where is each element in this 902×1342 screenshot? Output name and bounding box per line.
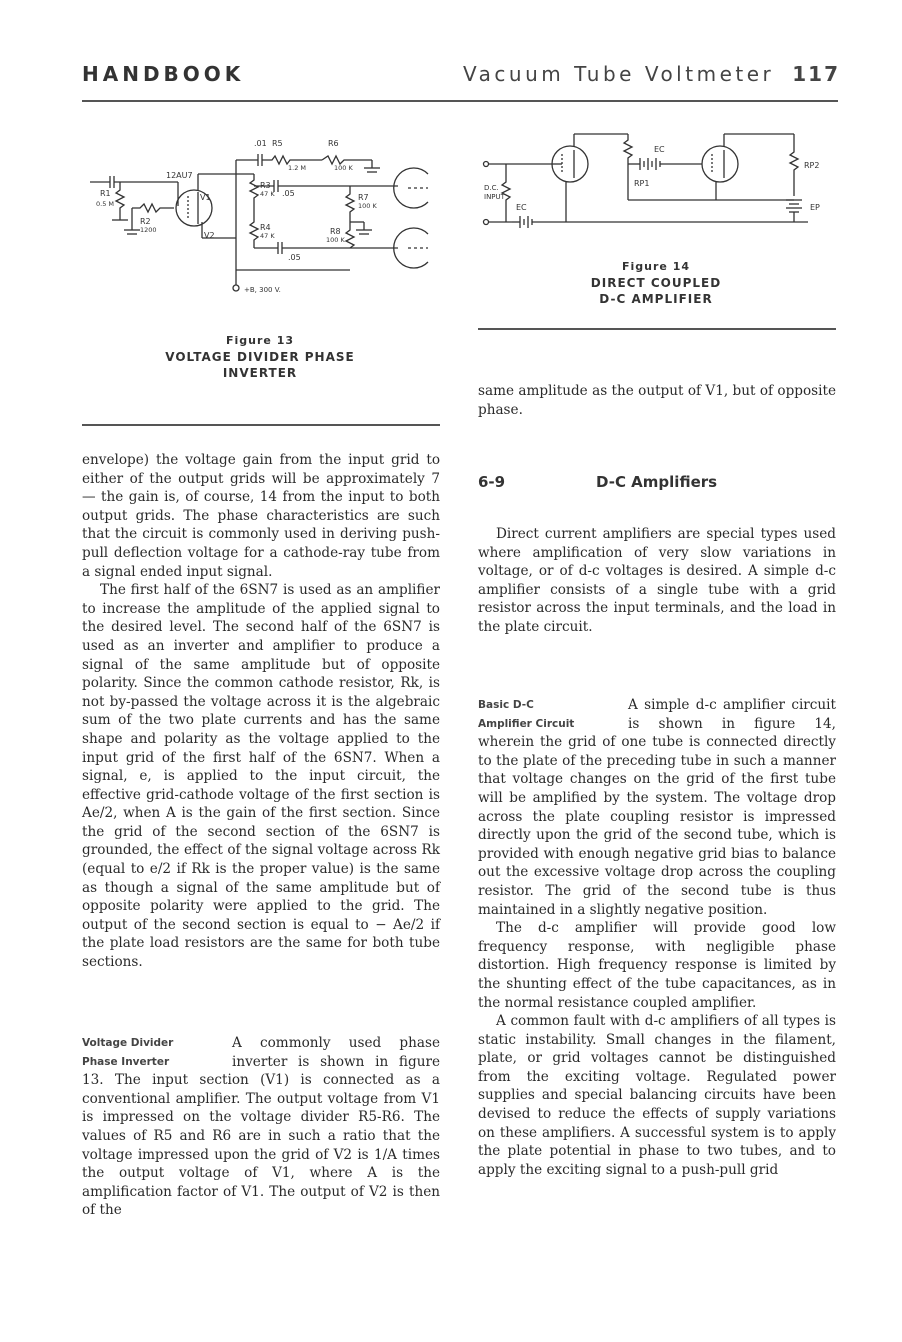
fig14-label-input-line2: INPUT	[484, 193, 505, 201]
figure-13-title-line1: VOLTAGE DIVIDER PHASE	[165, 350, 355, 364]
side-head-voltage-divider-line1: Voltage Divider	[82, 1037, 174, 1049]
running-header-right	[463, 62, 840, 86]
left-column-text-upper	[82, 451, 440, 972]
fig13-label-r2-val: 1200	[140, 226, 157, 234]
running-header-left: HANDBOOK	[82, 62, 245, 86]
fig13-label-r1-val: 0.5 M	[96, 200, 115, 208]
fig13-label-r3: R3	[260, 181, 271, 190]
figure-14-caption	[516, 259, 796, 307]
paragraph-dc-intro: Direct current amplifiers are special types used where amplification of very slow variations in voltage, or of d-c voltages is desired. A simple d-c amplifier consists of a single tube with a grid resistor across the input terminals, and the load in the plate circuit.	[478, 526, 836, 635]
fig13-label-tube: 12AU7	[166, 171, 193, 180]
fig13-label-r7: R7	[358, 193, 369, 202]
figure-13-title-line2: INVERTER	[222, 366, 298, 380]
fig13-label-r6: R6	[328, 139, 339, 148]
fig14-label-rp2: RP2	[804, 161, 820, 170]
fig13-label-r5: R5	[272, 139, 283, 148]
fig13-label-v1: V1	[200, 193, 211, 202]
right-column-text-lower	[478, 696, 836, 1179]
figure-14-title-line2: D-C AMPLIFIER	[599, 292, 713, 306]
fig13-label-r8-val: 100 K	[326, 236, 345, 244]
section-heading	[478, 473, 836, 491]
side-head-basic-dc-line2: Amplifier Circuit	[478, 717, 575, 730]
fig13-label-c-bot: .05	[288, 253, 301, 262]
fig14-label-ep: EP	[810, 203, 820, 212]
fig13-label-r1: R1	[100, 189, 111, 198]
paragraph-6sn7: The first half of the 6SN7 is used as an amplifier to increase the amplitude of the applied signal to the desired level. The second half of the 6SN7 is used as an inverter and amplifier to produce a signal of the same amplitude but of opposite polarity. Since the common cathode resistor, Rk, is not by-passed the voltage across it is the algebraic sum of the two plate currents and has the same shape and polarity as the voltage applied to the input grid of the first half of the 6SN7. When a signal, e, is applied to the input circuit, the effective grid-cathode voltage of the first section is Ae/2, when A is the gain of the first section. Since the grid of the second section of the 6SN7 is grounded, the effect of the signal voltage across Rk (equal to e/2 if Rk is the proper value) is the same as though a signal of the same amplitude but of opposite polarity were applied to the grid. The output of the second section is equal to − Ae/2 if the plate load resistors are the same for both tube sections.	[82, 582, 440, 971]
fig13-label-r3-val: 47 K	[260, 190, 275, 198]
figure-14-schematic	[478, 130, 838, 235]
figure-13-caption	[120, 333, 400, 381]
fig13-label-r4-val: 47 K	[260, 232, 275, 240]
figure-13-schematic	[82, 130, 442, 300]
fig13-label-c1: .01	[254, 139, 267, 148]
left-column-text-lower	[82, 1034, 440, 1220]
fig13-label-r8: R8	[330, 227, 341, 236]
right-column-intro	[478, 525, 836, 637]
figure-14-rule	[478, 328, 836, 330]
paragraph-dc-response: The d-c amplifier will provide good low frequency response, with negligible phase distortion. High frequency response is limited by the shunting effect of the tube capacitances, as in the normal resistance coupled amplifier.	[478, 920, 836, 1011]
section-title: D-C Amplifiers	[596, 473, 718, 491]
fig13-label-r2: R2	[140, 217, 151, 226]
fig13-label-r7-val: 100 K	[358, 202, 377, 210]
figure-13-number: Figure 13	[225, 334, 294, 347]
fig14-label-ec-top: EC	[654, 145, 665, 154]
fig13-label-r6-val: 100 K	[334, 164, 353, 172]
header-rule	[82, 100, 838, 102]
section-number: 6-9	[478, 473, 506, 491]
fig14-label-ec-bot: EC	[516, 203, 527, 212]
paragraph-basic-dc: A simple d-c amplifier circuit is shown in figure 14, wherein the grid of one tube is connected directly to the plate of the preceding tube in such a manner that voltage changes on the grid of the first tube will be amplified by the system. The voltage drop across the plate coupling resistor is impressed directly upon the grid of the second tube, which is provided with enough negative grid bias to balance out the excessive voltage drop across the coupling resistor. The grid of the second tube is thus maintained in a slightly negative position.	[478, 697, 836, 918]
fig13-label-supply: +B, 300 V.	[244, 286, 281, 294]
figure-14-number: Figure 14	[621, 260, 690, 273]
page-number: 117	[792, 62, 840, 86]
figure-13-rule	[82, 424, 440, 426]
side-head-basic-dc	[478, 696, 628, 733]
figure-14-title-line1: DIRECT COUPLED	[590, 276, 722, 290]
side-head-basic-dc-line1: Basic D-C	[478, 699, 534, 711]
fig13-label-r5-val: 1.2 M	[288, 164, 307, 172]
paragraph-envelope: envelope) the voltage gain from the input grid to either of the output grids will be approximately 7 — the gain is, of course, 14 from the input to both output grids. The phase characteristics are such that the circuit is commonly used in deriving push-pull deflection voltage for a cathode-ray tube from a signal ended input signal.	[82, 452, 440, 580]
paragraph-dc-fault: A common fault with d-c amplifiers of all types is static instability. Small changes in the filament, plate, or grid voltages cannot be distinguished from the exciting voltage. Regulated power supplies and special balancing circuits have been devised to reduce the effects of supply variations on these amplifiers. A successful system is to apply the plate potential in phase to two tubes, and to apply the exciting signal to a push-pull grid	[478, 1013, 836, 1178]
fig13-label-r4: R4	[260, 223, 271, 232]
paragraph-phase-inverter: A commonly used phase inverter is shown in figure 13. The input section (V1) is connected as a conventional amplifier. The output voltage from V1 is impressed on the voltage divider R5-R6. The values of R5 and R6 are in such a ratio that the voltage impressed upon the grid of V2 is 1/A times the output voltage of V1, where A is the amplification factor of V1. The output of V2 is then of the	[82, 1035, 440, 1219]
side-head-voltage-divider-line2: Phase Inverter	[82, 1055, 170, 1068]
right-column-text-top	[478, 382, 836, 419]
side-head-voltage-divider	[82, 1034, 232, 1071]
fig13-label-v2: V2	[204, 231, 215, 240]
fig14-label-input-line1: D.C.	[484, 184, 499, 192]
running-header-title: Vacuum Tube Voltmeter	[463, 62, 775, 86]
fig14-label-rp1: RP1	[634, 179, 650, 188]
paragraph-same-amplitude: same amplitude as the output of V1, but of opposite phase.	[478, 383, 836, 418]
fig13-label-c-mid: .05	[282, 189, 295, 198]
